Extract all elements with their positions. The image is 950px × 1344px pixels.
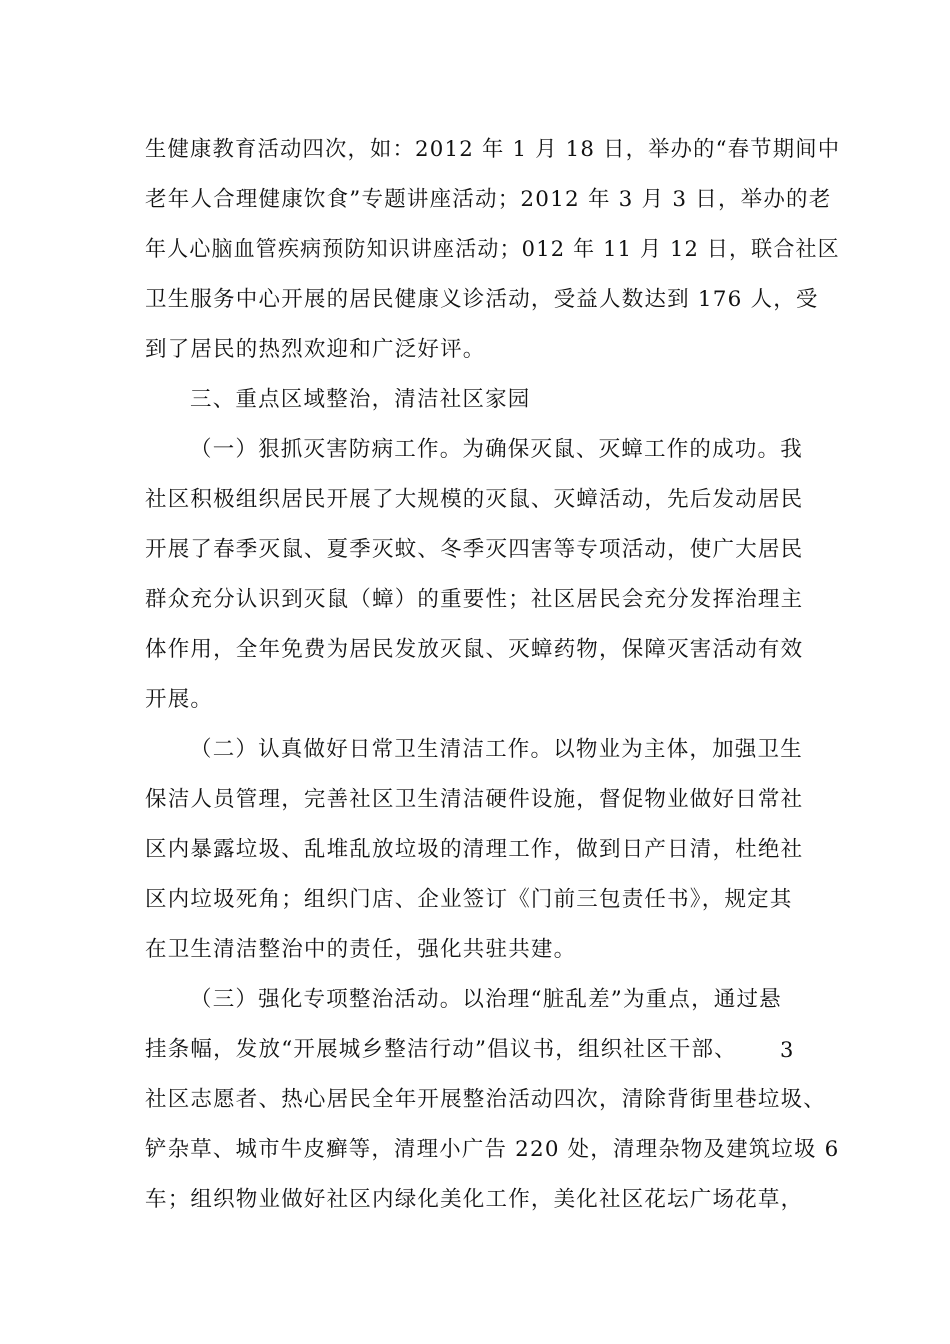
line-text: 社区积极组织居民开展了大规模的灭鼠、灭蟑活动，先后发动居民 — [145, 487, 804, 512]
text-line — [0, 330, 950, 370]
line-text: 区内垃圾死角；组织门店、企业签订《门前三包责任书》，规定其 — [145, 887, 793, 912]
section-heading-text: 三、重点区域整治，清洁社区家园 — [190, 387, 531, 412]
text-line — [0, 230, 950, 270]
text-line — [0, 130, 950, 170]
text-line — [0, 1080, 950, 1120]
line-text: （二）认真做好日常卫生清洁工作。以物业为主体，加强卫生 — [190, 737, 803, 762]
page-number: 3 — [780, 1038, 794, 1062]
line-text: 开展了春季灭鼠、夏季灭蚊、冬季灭四害等专项活动，使广大居民 — [145, 537, 804, 562]
text-line — [0, 1030, 950, 1070]
line-text: 挂条幅，发放“开展城乡整洁行动”倡议书，组织社区干部、 — [145, 1037, 737, 1062]
line-text: 铲杂草、城市牛皮癣等，清理小广告 220 处，清理杂物及建筑垃圾 6 — [145, 1137, 840, 1162]
line-text: （三）强化专项整治活动。以治理“脏乱差”为重点，通过悬 — [190, 987, 782, 1012]
line-text: 群众充分认识到灭鼠（蟑）的重要性；社区居民会充分发挥治理主 — [145, 587, 804, 612]
text-line — [0, 580, 950, 620]
section-heading — [0, 380, 950, 420]
text-line — [0, 180, 950, 220]
text-line — [0, 830, 950, 870]
text-line — [0, 480, 950, 520]
line-text: 区内暴露垃圾、乱堆乱放垃圾的清理工作，做到日产日清，杜绝社 — [145, 837, 804, 862]
text-line — [0, 1180, 950, 1220]
text-line — [0, 780, 950, 820]
text-line — [0, 730, 950, 770]
line-text: 开展。 — [145, 687, 214, 712]
line-text: （一）狠抓灭害防病工作。为确保灭鼠、灭蟑工作的成功。我 — [190, 437, 803, 462]
text-line — [0, 880, 950, 920]
text-line — [0, 280, 950, 320]
text-line — [0, 430, 950, 470]
line-text: 到了居民的热烈欢迎和广泛好评。 — [145, 337, 486, 362]
line-text: 保洁人员管理，完善社区卫生清洁硬件设施，督促物业做好日常社 — [145, 787, 804, 812]
text-line — [0, 930, 950, 970]
line-text: 在卫生清洁整治中的责任，强化共驻共建。 — [145, 937, 577, 962]
line-text: 老年人合理健康饮食”专题讲座活动；2012 年 3 月 3 日，举办的老 — [145, 187, 832, 212]
text-line — [0, 1130, 950, 1170]
line-text: 体作用，全年免费为居民发放灭鼠、灭蟑药物，保障灭害活动有效 — [145, 637, 804, 662]
text-line — [0, 980, 950, 1020]
line-text: 车；组织物业做好社区内绿化美化工作，美化社区花坛广场花草， — [145, 1187, 804, 1212]
text-line — [0, 630, 950, 670]
line-text: 生健康教育活动四次，如：2012 年 1 月 18 日，举办的“春节期间中 — [145, 137, 841, 162]
text-line — [0, 530, 950, 570]
line-text: 年人心脑血管疾病预防知识讲座活动；012 年 11 月 12 日，联合社区 — [145, 237, 840, 262]
line-text: 社区志愿者、热心居民全年开展整治活动四次，清除背街里巷垃圾、 — [145, 1087, 827, 1112]
text-line — [0, 680, 950, 720]
line-text: 卫生服务中心开展的居民健康义诊活动，受益人数达到 176 人，受 — [145, 287, 819, 312]
